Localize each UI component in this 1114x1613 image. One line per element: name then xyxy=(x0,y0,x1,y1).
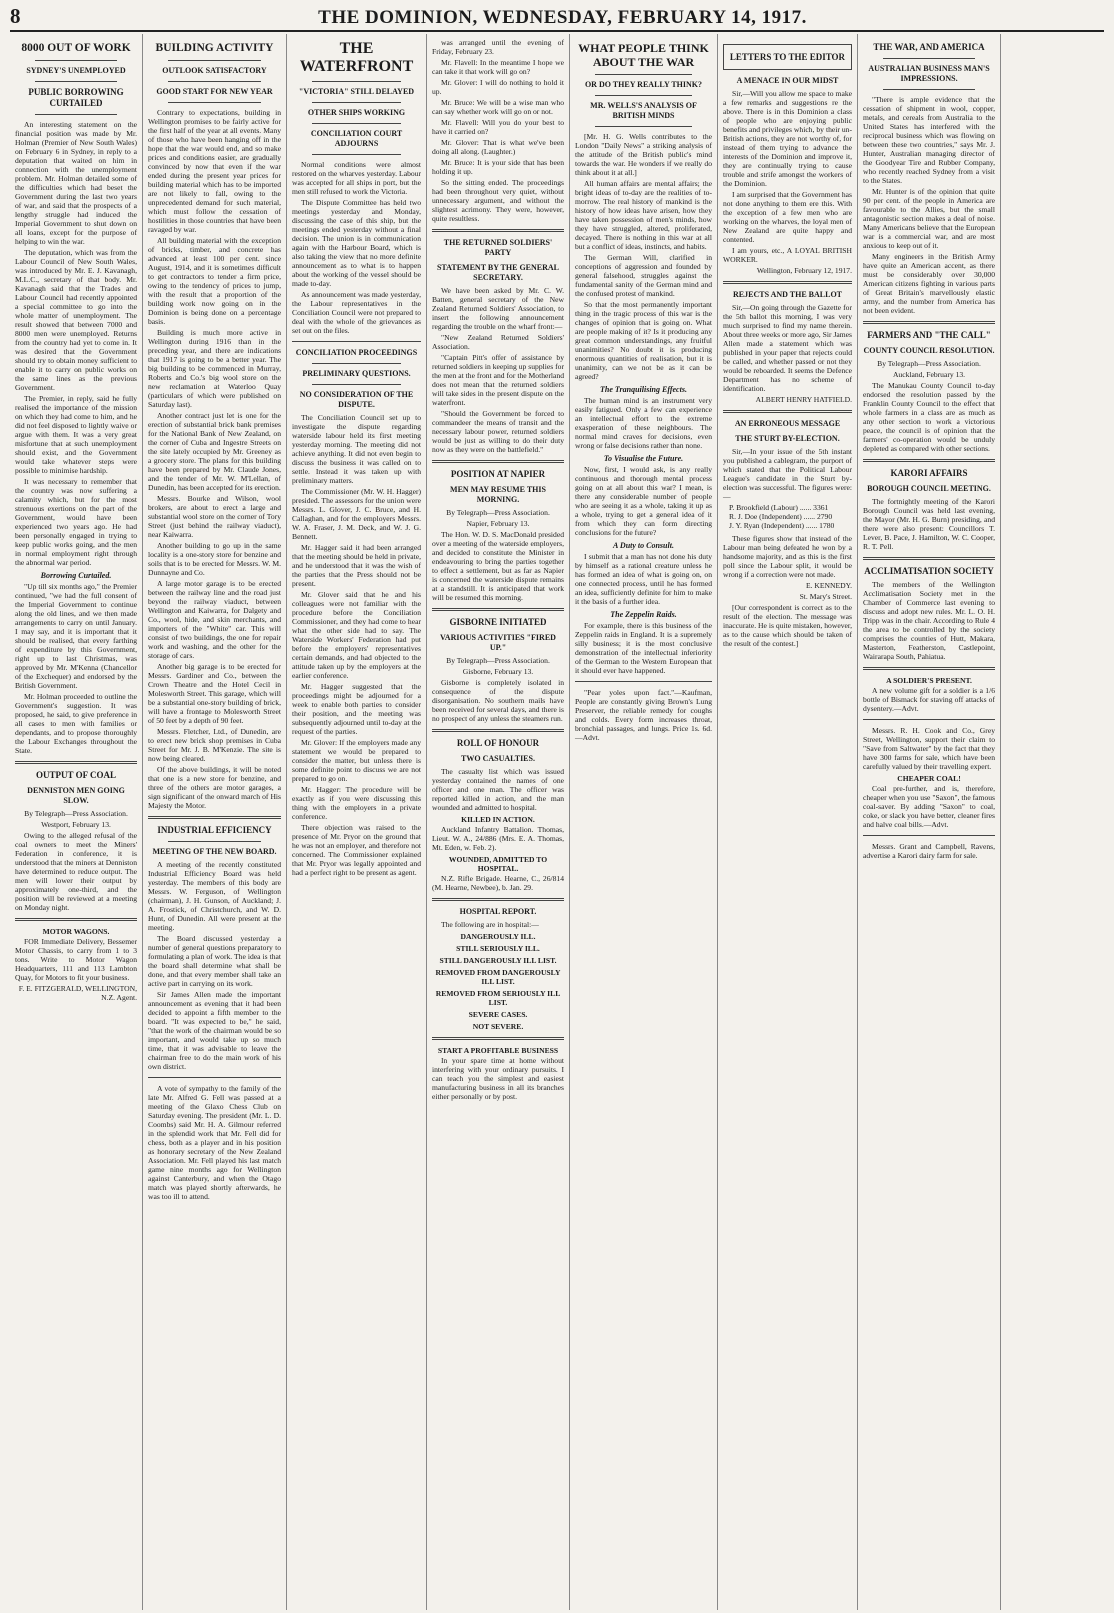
deck: STATEMENT BY THE GENERAL SECRETARY. xyxy=(436,263,560,282)
headline: ROLL OF HONOUR xyxy=(456,738,540,748)
article-paragraph: The German Will, clarified in conceptions of aggression and founded by general falsehood, struggles against the fundamental sanity of the German mind and the confused protest of mankind. xyxy=(575,253,712,298)
article-paragraph: So that the most permanently important thing in the tragic process of this war is the changes of opinion that is going on. What are people making of it? Is it producing any great common understandings, any fruitful unanimities? No doubt it is producing enormous quantities of realisation, but it is unanimity, can we not be as it can be agreed? xyxy=(575,300,712,381)
article-paragraph: Messrs. Fletcher, Ltd., of Dunedin, are to erect new brick shop premises in Cuba Street for Mr. J. B. M'Kenzie. The site is now being cleared. xyxy=(148,727,281,763)
column-5 xyxy=(570,34,718,1610)
dateline: Napier, February 13. xyxy=(466,519,530,528)
column-8 xyxy=(1001,34,1104,1610)
ad-signature: F. E. FITZGERALD, WELLINGTON, N.Z. Agent. xyxy=(18,984,137,1002)
masthead-title: THE DOMINION, WEDNESDAY, FEBRUARY 14, 1917. xyxy=(318,7,807,28)
article-paragraph: So the sitting ended. The proceedings had been throughout very quiet, without unnecessary argument, and without the slightest acrimony. They were, however, quite resultless. xyxy=(432,178,564,223)
column-1 xyxy=(10,34,143,1610)
list-item: J. Y. Ryan (Independent) ...... 1780 xyxy=(729,521,835,530)
byline: By Telegraph—Press Association. xyxy=(24,809,128,818)
article-paragraph: Building is much more active in Wellington during 1916 than in the preceding year, and there are indications that 1917 is going to be a better year. The big building to be commenced in Murray, Roberts and Co.'s big wool store on the new reclamation at Waterloo Quay (particulars of which were published on Saturday last). xyxy=(148,328,281,409)
headline: FARMERS AND "THE CALL" xyxy=(867,330,991,340)
deck: OUTLOOK SATISFACTORY xyxy=(162,66,267,75)
list-heading: SEVERE CASES. xyxy=(468,1010,528,1019)
article-paragraph: Mr. Holman proceeded to outline the Government's suggestion. It was proposed, he said, to give preference in all cases to men with families or dependants, and to propose thoroughly the Labour Exchanges throughout the State. xyxy=(15,692,137,755)
deck: A MENACE IN OUR MIDST xyxy=(736,76,839,85)
dateline: Gisborne, February 13. xyxy=(462,667,534,676)
dateline: Westport, February 13. xyxy=(41,820,111,829)
column-4 xyxy=(427,34,570,1610)
deck: VARIOUS ACTIVITIES "FIRED UP." xyxy=(440,633,556,652)
column-3 xyxy=(287,34,427,1610)
list-heading: REMOVED FROM SERIOUSLY ILL LIST. xyxy=(435,989,561,1007)
ad-heading: CHEAPER COAL! xyxy=(897,774,961,783)
columns xyxy=(10,34,1104,1610)
deck: DENNISTON MEN GOING SLOW. xyxy=(27,786,125,805)
headline: CONCILIATION PROCEEDINGS xyxy=(295,348,418,357)
headline: THE WATERFRONT xyxy=(299,40,414,75)
letter-signature: ALBERT HENRY HATFIELD. xyxy=(755,395,852,404)
article-paragraph: An interesting statement on the financial position was made by Mr. Holman (Premier of New South Wales) on February 6 in Sydney, in reply to a deputation that waited on him in connection with the unemployment problem. Mr. Holman detailed some of the difficulties which had beset the Government during the last two years of war, and said that the prospects of a lengthy struggle had induced the Imperial Government to shut down on all loans, except for the purpose of helping to win the war. xyxy=(15,120,137,246)
article-paragraph: "Up till six months ago," the Premier continued, "we had the full consent of the Imperial Government to continue along the old lines, and we then made arrangements to carry on until January. I may say, and it is important that it should be realised, that every farthing of expenditure by this Government, right up to last Christmas, was approved by Mr. M'Kenna (Chancellor of the Exchequer) and endorsed by the British Government. xyxy=(15,582,137,690)
deck: THE STURT BY-ELECTION. xyxy=(735,434,840,443)
letter-signature: St. Mary's Street. xyxy=(799,592,852,601)
ad-heading: MOTOR WAGONS. xyxy=(42,927,110,936)
article-paragraph: A vote of sympathy to the family of the late Mr. Alfred G. Fell was passed at a meeting of the Glaxo Chess Club on Saturday evening. The president (Mr. L. D. Coombs) said Mr. H. A. Gilmour referred in the splendid work that Mr. Fell did for chess, both as a player and in his position as honorary secretary of the New Zealand Association. Mr. Fell played his last match game nine months ago for Wellington against Canterbury, and when the Otago match was played shortly afterwards, he was too ill to attend. xyxy=(148,1084,281,1201)
article-paragraph: Another contract just let is one for the erection of substantial brick bank premises for the National Bank of New Zealand, on the corner of Cuba and Ingestre Streets on the site lately occupied by Mr. Greeney as a grocery store. The plans for this building have been prepared by Mr. Claude Jones, and the tender of Mr. W. M'Lellan, of Dunedin, has been accepted for its erection. xyxy=(148,411,281,492)
section-heading: The Zeppelin Raids. xyxy=(610,610,677,619)
list-item: N.Z. Rifle Brigade. Hearne, C., 26/814 (M. Hearne, Newbee), b. Jan. 29. xyxy=(432,874,564,892)
article-paragraph: All human affairs are mental affairs; the bright ideas of to-day are the realities of to-morrow. The real history of mankind is the history of how ideas have arisen, how they have taken possession of men's minds, how they have struggled, altered, proliferated, decayed. There is nothing in this war at all but a conflict of ideas, instincts, and habits. xyxy=(575,179,712,251)
article-paragraph: Mr. Hagger said it had been arranged that the meeting should be held in private, and he understood that it was the wish of the parties that the Press should not be present. xyxy=(292,543,421,588)
masthead xyxy=(10,0,1104,32)
subhead: PUBLIC BORROWING CURTAILED xyxy=(28,87,124,108)
list-heading: NOT SEVERE. xyxy=(472,1022,524,1031)
section-heading: To Visualise the Future. xyxy=(603,454,684,463)
headline: GISBORNE INITIATED xyxy=(449,617,547,627)
article-paragraph: Sir James Allen made the important announcement as evening that it had been decided to appoint a fifth member to the board. "It was expected to be," he said, "that the work of the chairman would be so important, and would take up so much time, that it was advisable to leave the chairman free to do the main work of his own district. xyxy=(148,990,281,1071)
list-item: P. Brookfield (Labour) ...... 3361 xyxy=(729,503,829,512)
ad-text: "Pear yoles upon fact."—Kaufman, People are constantly giving Brown's Lung Preserver, the reliable remedy for coughs and colds. Every form increases throat, bronchial passages, and lungs. Price 1s. 6d.—Advt. xyxy=(575,688,712,742)
ad-text: Messrs. R. H. Cook and Co., Grey Street, Wellington, support their claim to "Save from Saltwater" by the fact that they have 300 farms for sale, which have been carefully valued by their travelling expert. xyxy=(863,726,995,771)
article-paragraph: For example, there is this business of the Zeppelin raids in England. It is a supremely silly business; it is the most conclusive demonstration of the intellectual inferiority of the German to the Western European that it should ever have happened. xyxy=(575,621,712,675)
deck: "VICTORIA" STILL DELAYED xyxy=(298,87,415,96)
deck: SYDNEY'S UNEMPLOYED xyxy=(26,66,126,75)
letter-paragraph: Sir,—In your issue of the 5th instant you published a cablegram, the purport of which stated that the Political Labour League's candidate in the Sturt by-election was successful. The figures were:— xyxy=(723,447,852,501)
ad-text: FOR Immediate Delivery, Bessemer Motor Chassis, to carry from 1 to 3 tons. Write to Motor Wagon Headquarters, 111 and 113 Lambton Quay, for Motors to fit your business. xyxy=(15,937,137,982)
section-heading: Borrowing Curtailed. xyxy=(40,571,112,580)
article-paragraph: Mr. Flavell: Will you do your best to have it carried on? xyxy=(432,118,564,136)
page-number: 8 xyxy=(10,4,21,28)
article-paragraph: was arranged until the evening of Friday, February 23. xyxy=(432,38,564,56)
article-paragraph: Mr. Glover said that he and his colleagues were not familiar with the procedure before the Conciliation Commissioner, and they had come to hear what the other side had to say. The Waterside Workers' Federation had put before the employers' representatives certain demands, and had objected to the attitude taken up by the employers at the earlier conference. xyxy=(292,590,421,680)
article-paragraph: We have been asked by Mr. C. W. Batten, general secretary of the New Zealand Returned Soldiers' Association, to insert the following announcement regarding the trouble on the wharf front:— xyxy=(432,286,564,331)
article-paragraph: Owing to the alleged refusal of the coal owners to meet the Miners' Federation in conference, it is understood that the miners at Denniston have determined to reduce output. The men will lower their output by approximately one-third, and the position will be reviewed at a meeting on Monday night. xyxy=(15,831,137,912)
list-heading: STILL DANGEROUSLY ILL LIST. xyxy=(439,956,557,965)
article-paragraph: Another big garage is to be erected for Messrs. Gardiner and Co., between the Crown Theatre and the Hotel Cecil in Molesworth Street. This garage, which will be a substantial one-story building of brick, will have a frontage to Molesworth Street of 50 feet by a depth of 90 feet. xyxy=(148,662,281,725)
headline: INDUSTRIAL EFFICIENCY xyxy=(157,825,272,835)
headline: THE RETURNED SOLDIERS' PARTY xyxy=(443,238,553,257)
article-paragraph: "There is ample evidence that the cessation of shipment in wool, copper, metals, and cereals from Australia to the United States has interfered with the reciprocal business which was flowing on between these two countries," says Mr. J. Hunter, Australian managing director of the Goodyear Tire and Rubber Company, who recently reached Sydney from a visit to the States. xyxy=(863,95,995,185)
list-heading: REMOVED FROM DANGEROUSLY ILL LIST. xyxy=(435,968,561,986)
article-paragraph: I submit that a man has not done his duty by himself as a rational creature unless he has formed an idea of what is going on, on one connected process, until he has formed an idea, sufficiently definite for him to make it the basis of a further idea. xyxy=(575,552,712,606)
ad-heading: A SOLDIER'S PRESENT. xyxy=(886,676,972,685)
letter-paragraph: Sir,—On going through the Gazette for the 5th ballot this morning, I was very much surprised to find my name therein. About three weeks or more ago, Sir James Allen made a statement which was published in your paper that rejects could be called, and whether passed or not they would be reboarded. It seems the Defence Department has no scheme of identification. xyxy=(723,303,852,393)
deck: MEN MAY RESUME THIS MORNING. xyxy=(450,485,546,504)
letter-paragraph: These figures show that instead of the Labour man being defeated he won by a handsome majority, and as this is the first poll since the Labour split, it would be wrong if a correction were not made. xyxy=(723,534,852,579)
article-paragraph: Many engineers in the British Army have quite an American accent, as there must be considerably over 30,000 American citizens fighting in various parts of Great Britain's marvellously elastic army, and the number from America has not been evident. xyxy=(863,252,995,315)
headline: AN ERRONEOUS MESSAGE xyxy=(734,419,841,428)
dateline: Auckland, February 13. xyxy=(892,370,966,379)
article-paragraph: There objection was raised to the presence of Mr. Pryor on the ground that he was not an employer, and therefore not concerned. The Commissioner explained that Mr. Pryor was legally appointed and had a perfect right to be present as agent. xyxy=(292,823,421,877)
ad-text: A new volume gift for a soldier is a 1/6 bottle of Bismack for staving off attacks of dysentery.—Advt. xyxy=(863,686,995,713)
subhead: GOOD START FOR NEW YEAR xyxy=(156,87,273,96)
headline: OUTPUT OF COAL xyxy=(35,770,116,780)
article-paragraph: Mr. Bruce: We will be a wise man who can say whether work will go on or not. xyxy=(432,98,564,116)
article-paragraph: Contrary to expectations, building in Wellington promises to be fairly active for the first half of the year at all events. Many of those who have been hanging off in the hope that the war would end, and so make prices and conditions easier, are gradually convinced by now that even if the war ended during the present year prices for building material which has to be imported are not likely to fall, owing to the unprecedented demand for such material, which must follow the cessation of hostilities in those countries that have been ravaged by war. xyxy=(148,108,281,234)
article-paragraph: Messrs. Bourke and Wilson, wool brokers, are about to erect a large and substantial wool store on the corner of Tory Street (just behind the railway viaduct), near Kaiwarra. xyxy=(148,494,281,539)
ad-text: In your spare time at home without interfering with your ordinary pursuits. I can teach you the simplest and easiest manufacturing business in all its branches either personally or by post. xyxy=(432,1056,564,1101)
list-item: Auckland Infantry Battalion. Thomas, Lieut. W. A., 24/886 (Mrs. E. A. Thomas, Mt. Eden, w. Feb. 2). xyxy=(432,825,564,852)
article-paragraph: Gisborne is completely isolated in consequence of the dispute disorganisation. No southern mails have been received for several days, and there is no prospect of any unless the steamers run. xyxy=(432,678,564,723)
deck: COUNTY COUNCIL RESOLUTION. xyxy=(863,346,995,355)
section-heading: A Duty to Consult. xyxy=(613,541,674,550)
list-heading: DANGEROUSLY ILL. xyxy=(460,932,536,941)
article-paragraph: All building material with the exception of bricks, timber, and concrete has advanced at least 100 per cent. since August, 1914, and it is sometimes difficult to get contractors to tender a firm price, owing to the tendency of prices to jump, with the result that a proportion of the building work now going on in the Dominion is being done on a percentage basis. xyxy=(148,236,281,326)
headline: BUILDING ACTIVITY xyxy=(155,42,274,54)
headline: WHAT PEOPLE THINK ABOUT THE WAR xyxy=(578,41,709,69)
deck: AUSTRALIAN BUSINESS MAN'S IMPRESSIONS. xyxy=(868,64,990,83)
list-item: R. J. Doe (Independent) ...... 2790 xyxy=(729,512,833,521)
article-paragraph: Mr. Flavell: In the meantime I hope we can take it that work will go on? xyxy=(432,58,564,76)
deck: MEETING OF THE NEW BOARD. xyxy=(152,847,277,856)
subhead: CONCILIATION COURT ADJOURNS xyxy=(310,129,403,148)
letter-paragraph: Sir,—Will you allow me space to make a few remarks and suggestions re the above. There is in this Dominion a class of people who are enjoying public benefits and privileges which, by their un-British actions, they are not worthy of, for instead of them trying to advance the interests of the Dominion and improve it, they are continually trying to cause trouble and strife amongst the workers of the Dominion. xyxy=(723,89,852,188)
list-heading: WOUNDED, ADMITTED TO HOSPITAL. xyxy=(448,855,548,873)
article-paragraph: As announcement was made yesterday, the Labour representatives in the Conciliation Council were not prepared to deal with the whole of the grievances as set out on the files. xyxy=(292,290,421,335)
article-paragraph: A large motor garage is to be erected between the railway line and the road just beyond the railway viaduct, between Wellington and Kaiwarra, for Dalgety and Co., wool, hide, and skin merchants, and importers of the "White" car. This will consist of two buildings, the one for repair work and washing, and the other for the storage of cars. xyxy=(148,579,281,660)
section-heading: The Tranquilising Effects. xyxy=(600,385,687,394)
deck: BOROUGH COUNCIL MEETING. xyxy=(867,484,991,493)
column-7 xyxy=(858,34,1001,1610)
article-paragraph: "Captain Pitt's offer of assistance by returned soldiers in keeping up supplies for the men at the front and for the Motherland does not mean that the returned soldiers will take sides in the present dispute on the waterfront. xyxy=(432,353,564,407)
ad-heading: START A PROFITABLE BUSINESS xyxy=(437,1046,559,1055)
byline: By Telegraph—Press Association. xyxy=(446,656,550,665)
letter-paragraph: I am surprised that the Government has not done anything to them ere this. With the exception of a few men who are working on the wharves, the loyal men of New Zealand are quite happy and contented. xyxy=(723,190,852,244)
column-2 xyxy=(143,34,287,1610)
letter-paragraph: I am yours, etc., A LOYAL BRITISH WORKER. xyxy=(723,246,852,264)
deck: OR DO THEY REALLY THINK? xyxy=(584,80,703,89)
article-paragraph: The Dispute Committee has held two meetings yesterday and Monday, discussing the case of this ship, but the meetings ended yesterday without a final decision. The union is in communication again with the Harbour Board, which is also taking the view that no more definite announcement as to what is to happen about the working of the vessel should be made to-day. xyxy=(292,198,421,288)
headline: POSITION AT NAPIER xyxy=(450,469,546,479)
article-paragraph: Of the above buildings, it will be noted that one is a new store for benzine, and three of the others are motor garages, a sign significant of the onward march of His Majesty the Motor. xyxy=(148,765,281,810)
column-6 xyxy=(718,34,858,1610)
subhead: MR. WELLS'S ANALYSIS OF BRITISH MINDS xyxy=(590,101,697,120)
headline: ACCLIMATISATION SOCIETY xyxy=(864,566,994,576)
article-paragraph: The fortnightly meeting of the Karori Borough Council was held last evening, the Mayor (Mr. H. G. Burn) presiding, and there were also present: Councillors T. Lever, B. Pace, J. Hamilton, W. C. Cooper, R. T. Pell. xyxy=(863,497,995,551)
article-paragraph: The casualty list which was issued yesterday contained the names of one officer and one man. The officer was reported killed in action, and the man wounded and admitted to hospital. xyxy=(432,767,564,812)
article-paragraph: "Should the Government be forced to commandeer the means of transit and the necessary labour power, returned soldiers would be just as willing to do their duty now as they were on the battlefield." xyxy=(432,409,564,454)
article-paragraph: The Commissioner (Mr. W. H. Hagger) presided. The assessors for the union were Messrs. L. Glover, J. C. Bruce, and H. Callaghan, and for the employers Messrs. W. A. Fraser, J. M. Deck, and W. J. G. Bennett. xyxy=(292,487,421,541)
headline: 8000 OUT OF WORK xyxy=(21,42,131,54)
deck: NO CONSIDERATION OF THE DISPUTE. xyxy=(299,390,414,409)
article-paragraph: The Premier, in reply, said he fully realised the importance of the mission on which they had come to him, and he did not feel disposed to lightly waive or argue with them. It was a very great misfortune that at such unemployment should exist, and the Government would take whatever steps were possible to minimise hardship. xyxy=(15,394,137,475)
article-paragraph: It was necessary to remember that the country was now suffering a calamity which, but for the most strenuous exertions on the part of the Government, would have been experienced two years ago. He had been personally engaged in trying to keep public works going, and the men in normal employment right through the abnormal war period. xyxy=(15,477,137,567)
headline: REJECTS AND THE BALLOT xyxy=(733,290,842,299)
headline: LETTERS TO THE EDITOR xyxy=(729,52,846,62)
article-paragraph: Mr. Glover: I will do nothing to hold it up. xyxy=(432,78,564,96)
article-paragraph: Another building to go up in the same locality is a one-story store for benzine and soils that is to be erected for Messrs. W. M. Dunnayne and Co. xyxy=(148,541,281,577)
article-paragraph: Normal conditions were almost restored on the wharves yesterday. Labour was accepted for all ships in port, but the men still refused to work the Victoria. xyxy=(292,160,421,196)
article-paragraph: A meeting of the recently constituted Industrial Efficiency Board was held yesterday. The members of this body are Messrs. W. Ferguson, of Wellington (chairman), J. H. Gunson, of Auckland; J. A. Frostick, of Christchurch, and W. D. Hunt, of Dunedin. All were present at the meeting. xyxy=(148,860,281,932)
article-paragraph: The Manukau County Council to-day endorsed the resolution passed by the Franklin County Council to the effect that whole farmers in a class are as much as any other section to work a victorious peace, the council is of opinion that the farmers' co-operation would be unduly depleted as compared with other sections. xyxy=(863,381,995,453)
letter-signature: E. KENNEDY. xyxy=(805,581,852,590)
headline: HOSPITAL REPORT. xyxy=(459,907,537,916)
article-paragraph: The Hon. W. D. S. MacDonald presided over a meeting of the waterside employers, and decided to constitute the Minister in endeavouring to bring the parties together to effect a settlement, but as far as Napier is concerned the waterside dispute remains at a standstill. It is anticipated that work will be resumed this morning. xyxy=(432,530,564,602)
headline: THE WAR, AND AMERICA xyxy=(873,42,985,52)
list-heading: STILL SERIOUSLY ILL. xyxy=(456,944,540,953)
ad-text: Coal pre-further, and is, therefore, cheaper when you use "Saxon", the famous coal-saver. By adding "Saxon" to coal, coke, or slack you have better, cleaner fires and halve coal bills.—Advt. xyxy=(863,784,995,829)
article-paragraph: Mr. Glover: If the employers made any statement we would be prepared to consider the matter, but unless there is some definite point to discuss we are not prepared to go on. xyxy=(292,738,421,783)
byline: By Telegraph—Press Association. xyxy=(877,359,981,368)
article-paragraph: The Conciliation Council set up to investigate the dispute regarding waterside labour held its first meeting yesterday morning. The meeting did not achieve anything. It did not even begin to discuss the business it was called on to settle. Instead it was taken up with preliminary matters. xyxy=(292,413,421,485)
article-paragraph: The members of the Wellington Acclimatisation Society met in the Chamber of Commerce last evening to discuss and adopt new rules. Mr. L. O. H. Tripp was in the chair. According to Rule 4 the area to be controlled by the society comprises the counties of Hutt, Makara, Masterton, Featherston, Castlepoint, Wairarapa South, Pahiatua. xyxy=(863,580,995,661)
editor-note: [Our correspondent is correct as to the result of the election. The message was inaccurate. He is quite mistaken, however, as to the cause which should be taken of the result of the contest.] xyxy=(723,603,852,648)
article-paragraph: Mr. Hagger: The procedure will be exactly as if you were discussing this thing with the employers in a private conference. xyxy=(292,785,421,821)
byline: By Telegraph—Press Association. xyxy=(446,508,550,517)
article-paragraph: The human mind is an instrument very easily fatigued. Only a few can experience an intellectual effort to the extreme exasperation of these neighbours. The normal mind craves for decisions, even wrong or false decisions rather than none. xyxy=(575,396,712,450)
article-paragraph: Mr. Hunter is of the opinion that quite 90 per cent. of the people in America are favourable to the Allies, but the small antagonistic section makes a deal of noise. Many Americans believe that the European war is a commercial war, and are most anxious to keep out of it. xyxy=(863,187,995,250)
ad-text: Messrs. Grant and Campbell, Ravens, advertise a Karori dairy farm for sale. xyxy=(863,842,995,860)
headline: KARORI AFFAIRS xyxy=(890,468,968,478)
article-paragraph: Now, first, I would ask, is any really continuous and thorough mental process going on at all about this war? I mean, is there any considerable number of people who are seeing it as a whole, taking it up as a whole, trying to get a general idea of it from which they can form directing conclusions for the future? xyxy=(575,465,712,537)
article-paragraph: The following are in hospital:— xyxy=(441,920,539,929)
article-paragraph: Mr. Hagger suggested that the proceedings might be adjourned for a week to enable both parties to consider their position, and the meeting was subsequently adjourned until to-day at the request of the parties. xyxy=(292,682,421,736)
results-list xyxy=(723,503,852,530)
article-paragraph: The deputation, which was from the Labour Council of New South Wales, was introduced by Mr. E. J. Kavanagh, M.L.C., secretary of that body. Mr. Kavanagh said that the Trades and Labour Council had recently appointed a special committee to go into the whole matter of unemployment. The result showed that between 7000 and 8000 men were unemployed. Returns from the country had yet to come in. It was desired that the Government should try to obtain money sufficient to enable it to carry on public works on the same lines as the previous Government. xyxy=(15,248,137,392)
letter-signature: Wellington, February 12, 1917. xyxy=(756,266,852,275)
list-heading: KILLED IN ACTION. xyxy=(461,815,535,824)
article-paragraph: "New Zealand Returned Soldiers' Association. xyxy=(432,333,564,351)
article-paragraph: Mr. Glover: That is what we've been doing all along. (Laughter.) xyxy=(432,138,564,156)
deck: PRELIMINARY QUESTIONS. xyxy=(302,369,411,378)
article-paragraph: The Board discussed yesterday a number of general questions preparatory to formulating a plan of work. The idea is that the board shall determine what shall be done, and that every member shall take an active part in carrying on its work. xyxy=(148,934,281,988)
article-paragraph: Mr. Bruce: It is your side that has been holding it up. xyxy=(432,158,564,176)
article-paragraph: [Mr. H. G. Wells contributes to the London "Daily News" a striking analysis of the attitude of the British public's mind towards the war. He wonders if we really do think about it at all.] xyxy=(575,132,712,177)
headline-box xyxy=(723,44,852,70)
deck: OTHER SHIPS WORKING xyxy=(307,108,406,117)
deck: TWO CASUALTIES. xyxy=(461,754,535,763)
